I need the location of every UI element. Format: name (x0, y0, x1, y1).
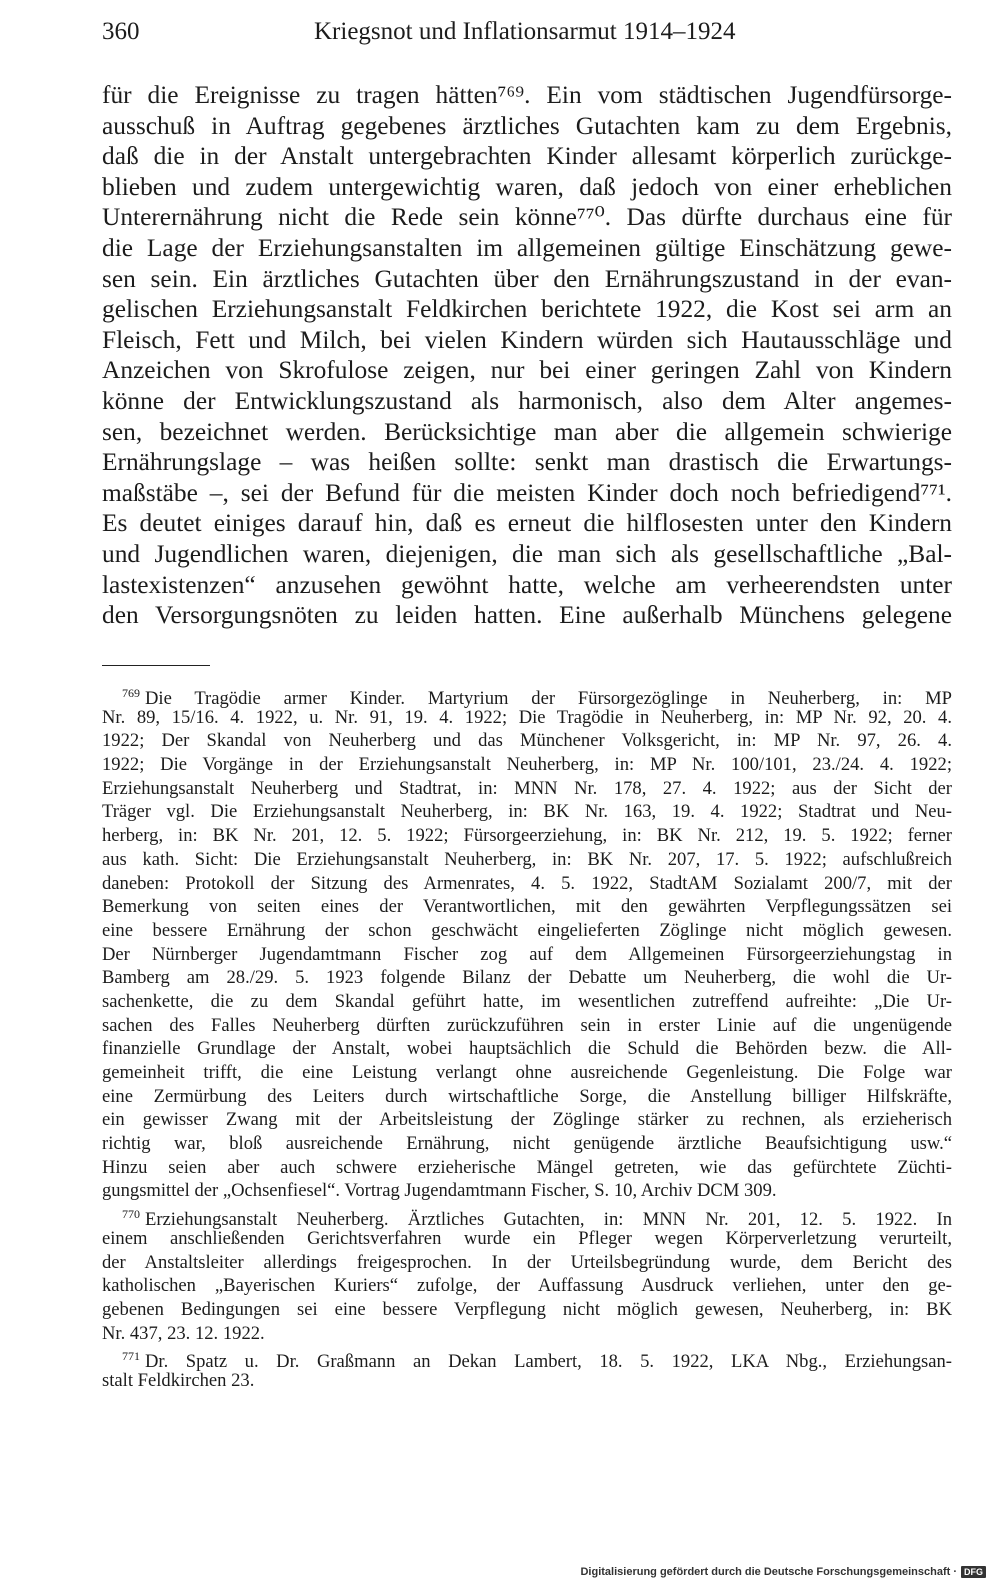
footnote-line: eine Zermürbung des Leiters durch wirtschaftliche Sorge, die Anstellung billiger Hilfskräfte, (102, 1085, 952, 1107)
body-line: Anzeichen von Skrofulose zeigen, nur bei einer geringen Zahl von Kindern (102, 356, 952, 385)
footnote-line: katholischen „Bayerischen Kuriers“ zufolge, der Auffassung Ausdruck verliehen, unter den ge- (102, 1275, 952, 1297)
footnote-line: Erziehungsanstalt Neuherberg und Stadtrat, in: MNN Nr. 178, 27. 4. 1922; aus der Sicht der (102, 777, 952, 799)
footnote-line (102, 1345, 952, 1373)
footnote-text: Die Tragödie armer Kinder. Martyrium der Fürsorgezöglinge in Neuherberg, in: MP (145, 688, 952, 710)
footnote-line: Der Nürnberger Jugendamtmann Fischer zog auf dem Allgemeinen Fürsorgeerziehungstag in (102, 943, 952, 965)
footnote-line: gebenen Bedingungen sei eine bessere Verpflegung nicht möglich gewesen, Neuherberg, in: BK (102, 1298, 952, 1320)
footnote-line: Nr. 437, 23. 12. 1922. (102, 1322, 265, 1344)
running-title: Kriegsnot und Inflationsarmut 1914–1924 (314, 18, 736, 45)
body-line: gelischen Erziehungsanstalt Feldkirchen berichtete 1922, die Kost sei arm an (102, 295, 952, 324)
footnote-line: sachen des Falles Neuherberg dürften zurückzuführen sein in erster Linie auf die ungenügende (102, 1014, 952, 1036)
footnote-line: gungsmittel der „Ochsenfiesel“. Vortrag Jugendamtmann Fischer, S. 10, Archiv DCM 309. (102, 1180, 777, 1202)
footnote-line (102, 1203, 952, 1231)
footnote-line: Bemerkung von seiten eines der Verantwortlichen, mit den gewährten Verpflegungssätzen sei (102, 896, 952, 918)
footnote-line: herberg, in: BK Nr. 201, 12. 5. 1922; Fürsorgeerziehung, in: BK Nr. 212, 19. 5. 1922; ferner (102, 825, 952, 847)
body-line: sen sein. Ein ärztliches Gutachten über den Ernährungszustand in der evan- (102, 264, 952, 293)
body-line: für die Ereignisse zu tragen hätten⁷⁶⁹. Ein vom städtischen Jugendfürsorge- (102, 81, 952, 109)
footnote-line: stalt Feldkirchen 23. (102, 1369, 255, 1391)
footnote-line: ein gewisser Zwang mit der Arbeitsleistung der Zöglinge stärker zu rechnen, als erzieherisch (102, 1109, 952, 1131)
body-line: lastexistenzen“ anzusehen gewöhnt hatte, welche am verheerendsten unter (102, 570, 952, 599)
dfg-logo: DFG (961, 1566, 986, 1578)
body-line: maßstäbe –, sei der Befund für die meisten Kinder doch noch befriedigend⁷⁷¹. (102, 478, 952, 507)
footnote-line: aus kath. Sicht: Die Erziehungsanstalt Neuherberg, in: BK Nr. 207, 17. 5. 1922; aufschlußreich (102, 848, 952, 870)
credit-text: Digitalisierung gefördert durch die Deutsche Forschungsgemeinschaft · (580, 1566, 957, 1578)
body-line: daß die in der Anstalt untergebrachten Kinder allesamt körperlich zurückge- (102, 142, 952, 171)
footnote-line: einem anschließenden Gerichtsverfahren wurde ein Pfleger wegen Körperverletzung verurteilt, (102, 1227, 952, 1249)
body-line: Ernährungslage – was heißen sollte: senkt man drastisch die Erwartungs- (102, 448, 952, 477)
body-line: könne der Entwicklungszustand als harmonisch, also dem Alter angemes- (102, 386, 952, 415)
footnote-separator (102, 665, 210, 666)
footnote-line (102, 682, 952, 710)
body-line: ausschuß in Auftrag gegebenes ärztliches Gutachten kam zu dem Ergebnis, (102, 111, 952, 140)
footnote-line: Bamberg am 28./29. 5. 1923 folgende Bilanz der Debatte um Neuherberg, die wohl die Ur- (102, 967, 952, 989)
footnote-line: der Anstaltsleiter allerdings freigesprochen. In der Urteilsbegründung wurde, dem Bericht des (102, 1251, 952, 1273)
footnote-line: finanzielle Grundlage der Anstalt, wobei hauptsächlich die Schuld die Behörden bezw. die All- (102, 1038, 952, 1060)
body-line: Fleisch, Fett und Milch, bei vielen Kindern würden sich Hautausschläge und (102, 325, 952, 354)
page-header (102, 18, 952, 58)
footnote-line: richtig war, bloß ausreichende Ernährung, nicht genügende ärztliche Beaufsichtigung usw.“ (102, 1133, 952, 1155)
footnote-text: Erziehungsanstalt Neuherberg. Ärztliches Gutachten, in: MNN Nr. 201, 12. 5. 1922. In (145, 1209, 952, 1231)
footnote-number: 771 (122, 1349, 140, 1364)
page-number: 360 (102, 18, 140, 45)
footnote-line: Nr. 89, 15/16. 4. 1922, u. Nr. 91, 19. 4. 1922; Die Tragödie in Neuherberg, in: MP Nr. 92, 20. 4. (102, 706, 952, 728)
body-line: die Lage der Erziehungsanstalten im allgemeinen gültige Einschätzung gewe- (102, 233, 952, 262)
footnote-line: Hinzu seien aber auch schwere erzieherische Mängel getreten, wie das gefürchtete Züchti- (102, 1156, 952, 1178)
footnote-line: eine bessere Ernährung der schon geschwächt eingelieferten Zöglinge nicht möglich gewesen. (102, 919, 952, 941)
footnote-number: 769 (122, 686, 140, 700)
footnote-number: 770 (122, 1207, 140, 1222)
body-line: Es deutet einiges darauf hin, daß es erneut die hilflosesten unter den Kindern (102, 509, 952, 538)
body-line: und Jugendlichen waren, diejenigen, die man sich als gesellschaftliche „Bal- (102, 539, 952, 568)
footnote-line: gemeinheit trifft, die eine Leistung verlangt ohne ausreichende Gegenleistung. Die Folge war (102, 1062, 952, 1083)
footnote-text: Dr. Spatz u. Dr. Graßmann an Dekan Lambert, 18. 5. 1922, LKA Nbg., Erziehungsan- (145, 1351, 952, 1373)
body-line: den Versorgungsnöten zu leiden hatten. Eine außerhalb Münchens gelegene (102, 601, 952, 630)
footnote-line: 1922; Der Skandal von Neuherberg und das Münchener Volksgericht, in: MP Nr. 97, 26. 4. (102, 730, 952, 752)
body-text (102, 80, 952, 631)
footnotes (102, 682, 952, 1393)
footnote-line: sachenkette, die zu dem Skandal geführt hatte, im wesentlichen zutreffend aufreihte: „Die Ur- (102, 990, 952, 1012)
digitization-credit (580, 1566, 986, 1578)
footnote-line: 1922; Die Vorgänge in der Erziehungsanstalt Neuherberg, in: MP Nr. 100/101, 23./24. 4. 1922; (102, 754, 952, 776)
body-line: sen, bezeichnet werden. Berücksichtige man aber die allgemein schwierige (102, 417, 952, 446)
body-line: blieben und zudem untergewichtig waren, daß jedoch von einer erheblichen (102, 172, 952, 201)
body-line: Unterernährung nicht die Rede sein könne⁷⁷⁰. Das dürfte durchaus eine für (102, 203, 952, 232)
footnote-line: Träger vgl. Die Erziehungsanstalt Neuherberg, in: BK Nr. 163, 19. 4. 1922; Stadtrat und Neu- (102, 801, 952, 823)
footnote-line: daneben: Protokoll der Sitzung des Armenrates, 4. 5. 1922, StadtAM Sozialamt 200/7, mit der (102, 872, 952, 894)
